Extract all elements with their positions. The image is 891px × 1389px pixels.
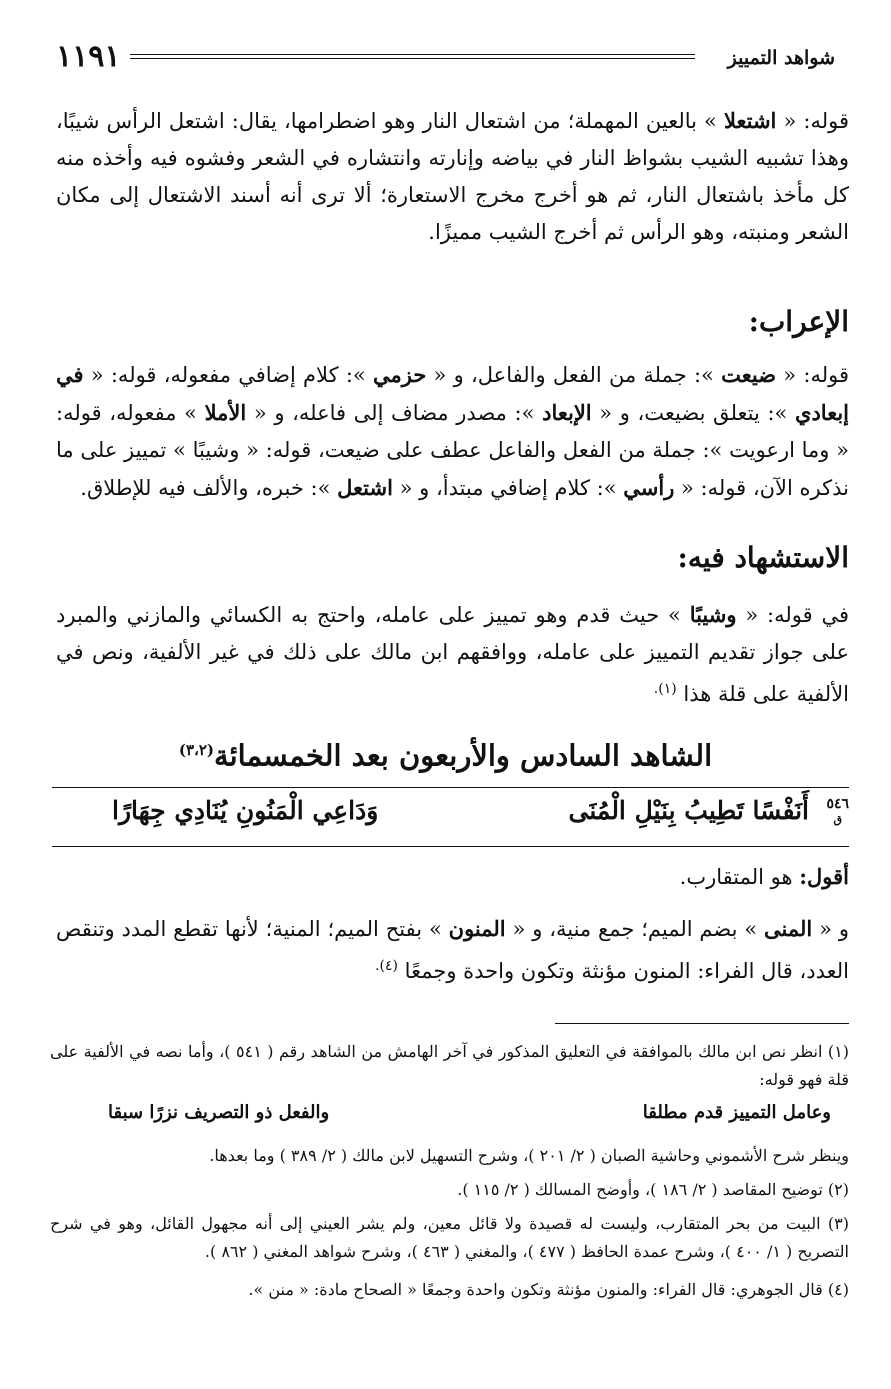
text: »: جملة من الفعل والفاعل، و « [426, 363, 722, 387]
page-number: ١١٩١ [56, 39, 121, 74]
text: قوله: « [776, 109, 849, 133]
bold-term: المنى [764, 916, 813, 941]
text: » بفتح الميم؛ المنية؛ لأنها تقطع المدد وتنقص العدد، قال الفراء: المنون مؤنثة وتكون واحدة وجمعًا [56, 917, 849, 983]
verse-hemistich-2: وَدَاعِي الْمَنُونِ يُنَادِي جِهَارًا [112, 796, 379, 825]
text: » بالعين المهملة؛ من اشتعال النار وهو اضطرامها، يقال: اشتعل الرأس شيبًا، وهذا تشبيه الشيب بشواظ النار في بياضه وإنارته وانتشاره في الشعر وفشوه فيه وأخذه منه كل مأخذ باشتعال النار، ثم هو أخرج مخرج الاستعارة؛ ألا ترى أنه أسند الاشتعال إلى مكان الشعر ومنبته، وهو الرأس ثم أخرج الشيب مميزًا. [56, 109, 849, 244]
bold-term: رأسي [623, 475, 675, 500]
footnote-4: (٤) قال الجوهري: قال الفراء: والمنون مؤنثة وتكون واحدة وجمعًا « الصحاح مادة: « منن ». [248, 1280, 849, 1299]
bold-term: أقول: [799, 864, 849, 889]
text: و « [812, 917, 849, 941]
verse-hemistich-1: أَنَفْسًا تَطِيبُ بِنَيْلِ الْمُنَى [568, 796, 809, 825]
running-title: شواهد التمييز [727, 47, 835, 69]
paragraph-meter [56, 858, 849, 896]
bold-term: الإبعاد [542, 400, 592, 425]
bold-term: اشتعل [337, 475, 393, 500]
verse-number-text: ٥٤٦ [826, 796, 849, 812]
text: هو المتقارب. [679, 865, 800, 889]
footnote-verse-2: والفعل ذو التصريف نزرًا سبقا [108, 1102, 330, 1123]
verse-number [826, 796, 849, 828]
paragraph-irab [56, 356, 849, 507]
footnote-verse-1: وعامل التمييز قدم مطلقا [642, 1102, 831, 1123]
shahid-title-text: الشاهد السادس والأربعون بعد الخمسمائة [214, 738, 713, 773]
header-rule [130, 54, 695, 59]
verse-number-suffix: ق [833, 813, 842, 826]
heading-istishhad: الاستشهاد فيه: [677, 541, 849, 574]
bold-term: اشتعلا [723, 108, 777, 133]
footnote-3: (٣) البيت من بحر المتقارب، وليست له قصيدة ولا قائل معين، ولم يشر العيني إلى أنه مجهول القائل، وهو في شرح التصريح ( ١/ ٤٠٠ )، وشرح عمدة الحافظ ( ٤٧٧ )، والمغني ( ٤٦٣ )، وشرح شواهد المغني ( ٨٦٢ ). [50, 1214, 849, 1261]
bold-term: في إبعادي [56, 362, 850, 425]
footnote-ref: (٤). [375, 958, 398, 974]
footnote-rule [555, 1023, 849, 1024]
shahid-title-ref: (٣،٢) [178, 741, 215, 759]
page-header [56, 39, 835, 74]
footnote-1: (١) انظر نص ابن مالك بالموافقة في التعليق المذكور في آخر الهامش من الشاهد رقم ( ٥٤١ )، وأما نصه في الألفية على قلة فهو قوله: [50, 1042, 849, 1089]
text: » مفعوله، قوله: « وما ارعويت »: جملة من الفعل والفاعل عطف على ضيعت، قوله: « وشيبًا » تمييز على ما نذكره الآن، قوله: « [56, 401, 849, 500]
paragraph-explanation [56, 102, 849, 251]
text: »: كلام إضافي مفعوله، قوله: « [83, 363, 373, 387]
bold-term: الأملا [204, 400, 247, 425]
text: »: مصدر مضاف إلى فاعله، و « [246, 401, 543, 425]
shahid-title [0, 728, 891, 778]
text: »: كلام إضافي مبتدأ، و « [392, 476, 624, 500]
bold-term: حزمي [372, 362, 427, 387]
footnote-2: (٢) توضيح المقاصد ( ٢/ ١٨٦ )، وأوضح المسالك ( ٢/ ١١٥ ). [457, 1180, 849, 1199]
text: » بضم الميم؛ جمع منية، و « [505, 917, 765, 941]
verse-box [52, 787, 849, 847]
text: »: خبره، والألف فيه للإطلاق. [80, 476, 338, 500]
text: » حيث قدم وهو تمييز على عامله، واحتج به الكسائي والمازني والمبرد على جواز تقديم التمييز على عامله، ووافقهم ابن مالك على ذلك في غير الألفية، ونص في الألفية على قلة هذا [56, 603, 849, 706]
footnote-ref: (١). [653, 681, 677, 697]
text: في قوله: « [736, 603, 849, 627]
heading-irab: الإعراب: [748, 305, 849, 338]
paragraph-vocab [56, 910, 849, 990]
bold-term: ضيعت [721, 362, 777, 387]
text: قوله: « [776, 363, 849, 387]
footnote-1-cont: وينظر شرح الأشموني وحاشية الصبان ( ٢/ ٢٠١ )، وشرح التسهيل لابن مالك ( ٢/ ٣٨٩ ) وما بعدها. [209, 1146, 849, 1165]
bold-term: المنون [448, 916, 506, 941]
paragraph-istishhad [56, 596, 849, 713]
bold-term: وشيبًا [689, 602, 737, 627]
text: »: يتعلق بضيعت، و « [591, 401, 796, 425]
